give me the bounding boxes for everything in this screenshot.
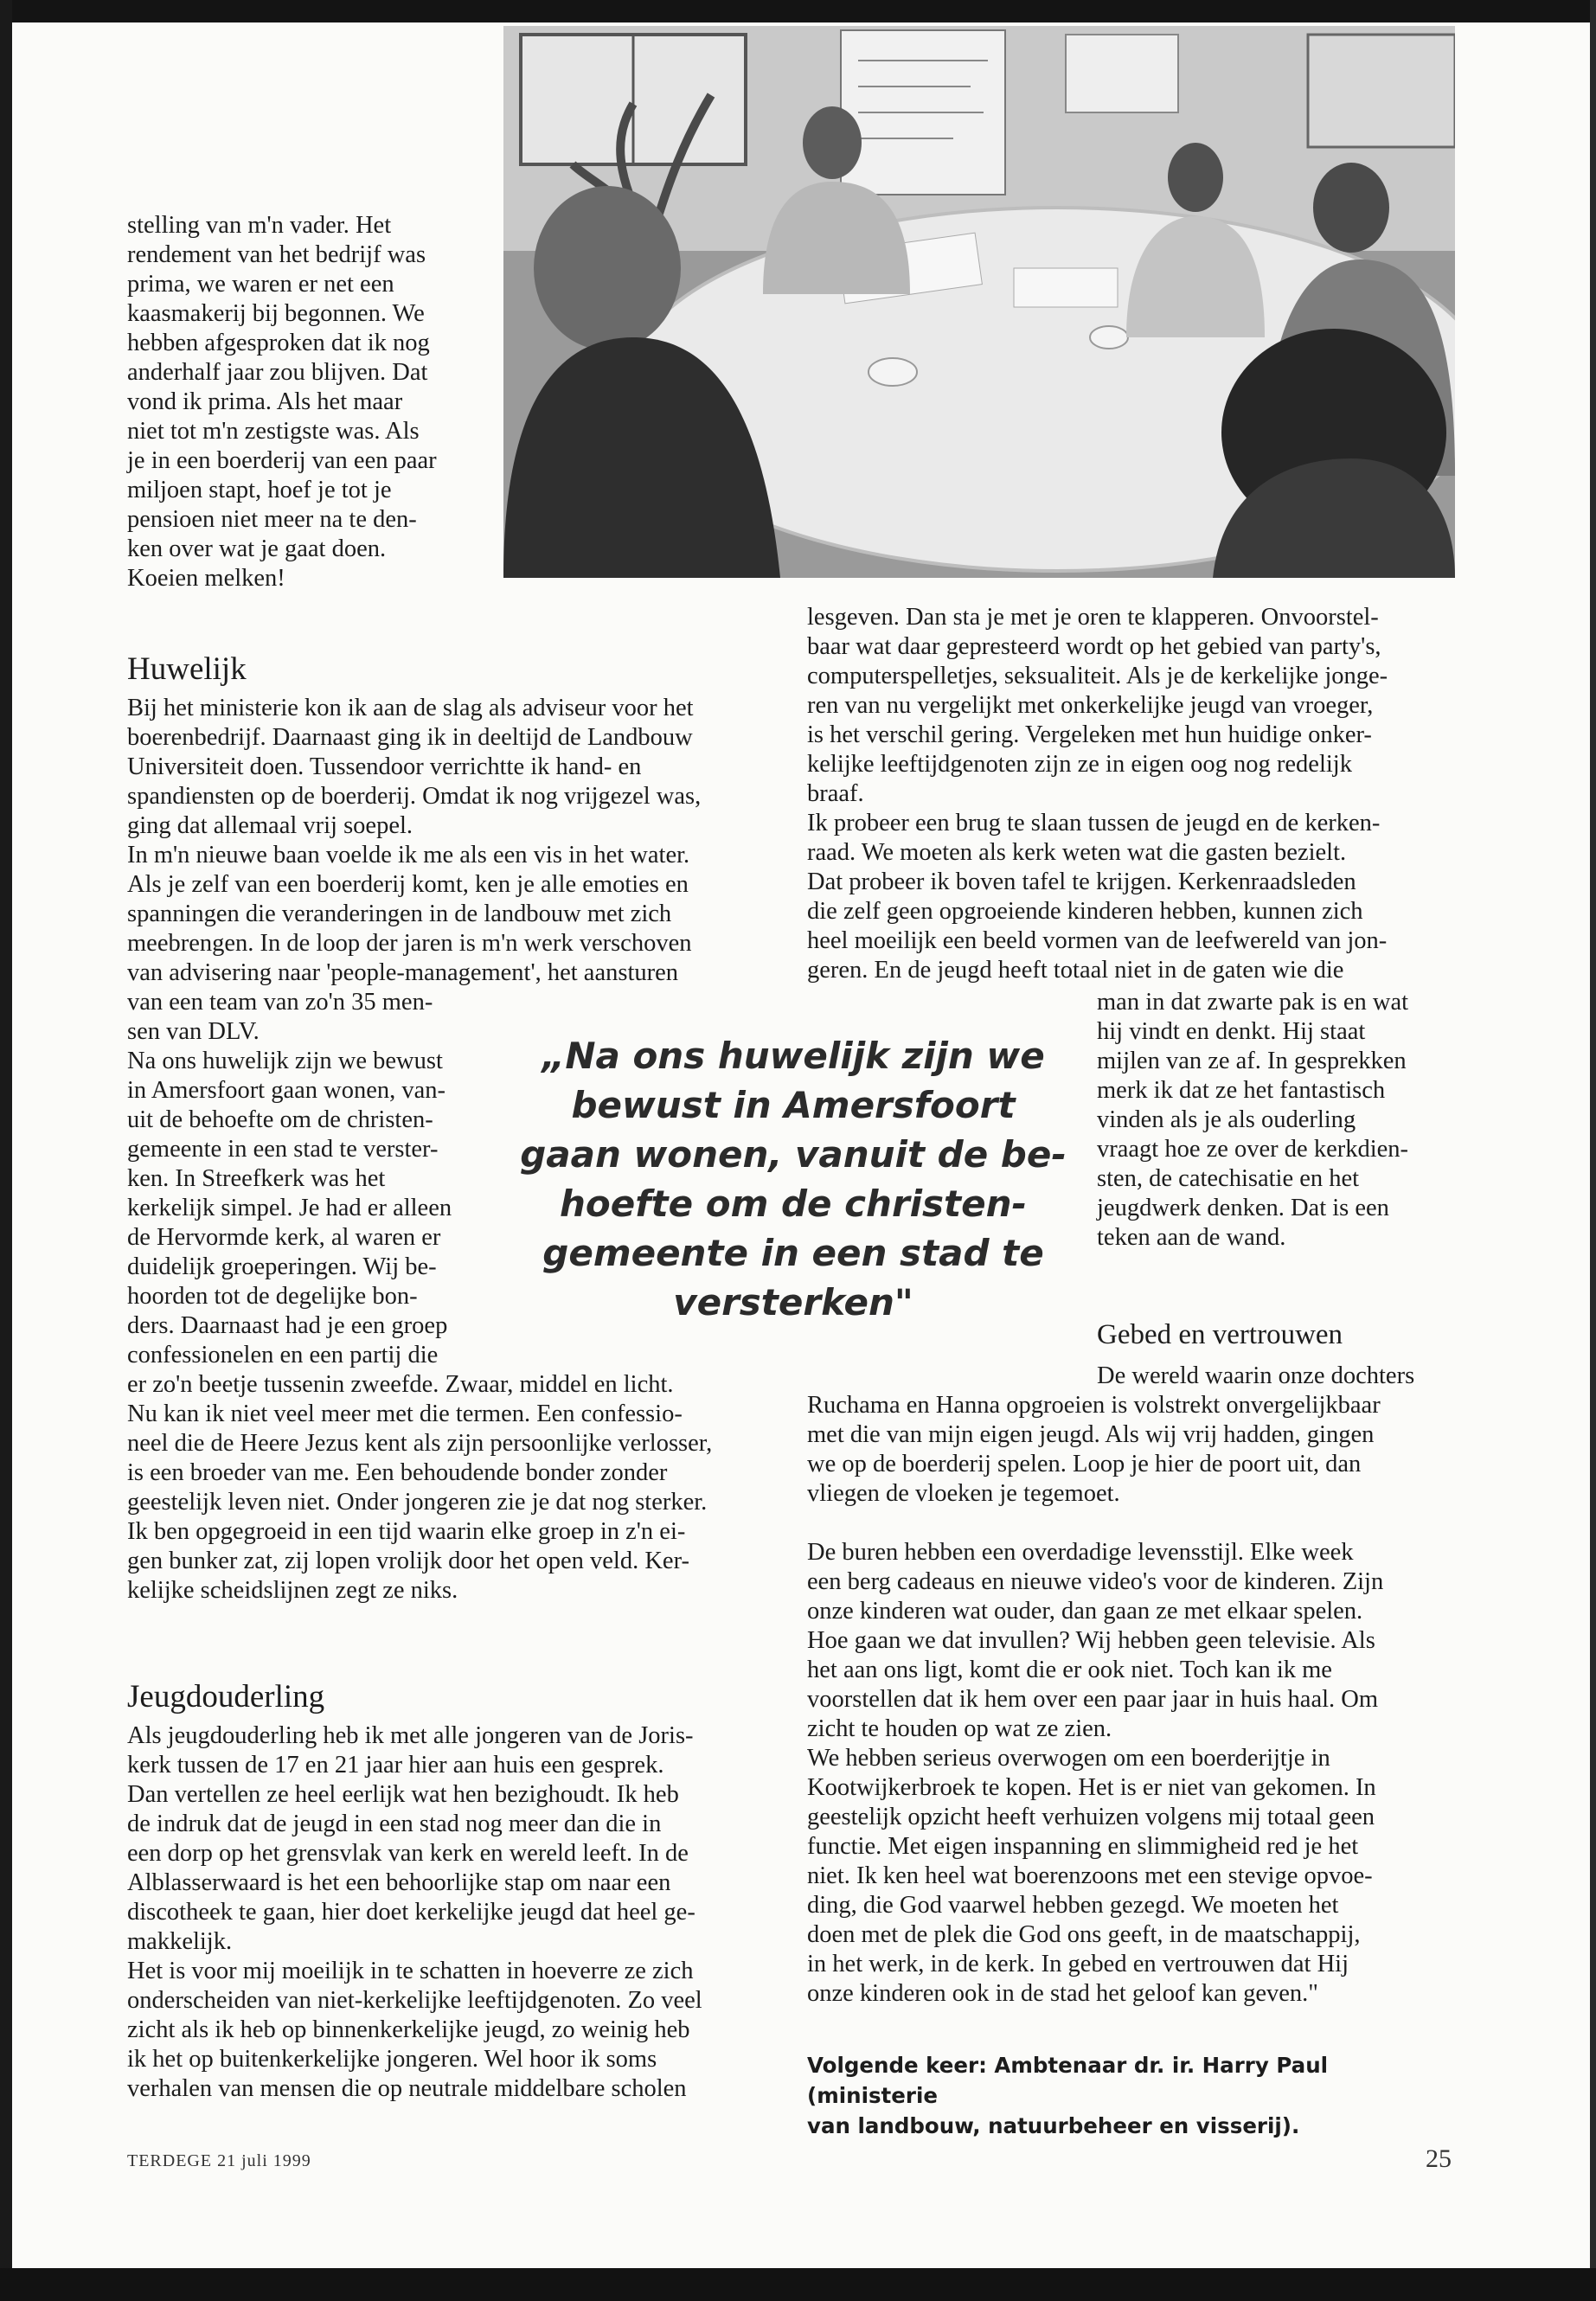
text-line: die zelf geen opgroeiende kinderen hebben, kunnen zich bbox=[807, 898, 1363, 925]
huwelijk-closing-paragraph bbox=[127, 1370, 802, 1606]
text-line: Bij het ministerie kon ik aan de slag als adviseur voor het bbox=[127, 695, 694, 721]
text-line: Nu kan ik niet veel meer met die termen. Een confessio- bbox=[127, 1400, 683, 1427]
text-line: geestelijk leven niet. Onder jongeren zie je dat nog sterker. bbox=[127, 1489, 708, 1516]
pull-quote-line: bewust in Amersfoort bbox=[571, 1084, 1016, 1126]
text-line: De buren hebben een overdadige levensstijl. Elke week bbox=[807, 1539, 1354, 1566]
page-number: 25 bbox=[1426, 2144, 1452, 2173]
pull-quote-line: hoefte om de christen- bbox=[560, 1183, 1027, 1225]
huwelijk-narrow-paragraph bbox=[127, 1017, 499, 1370]
text-line: Koeien melken! bbox=[127, 565, 285, 592]
text-line: merk ik dat ze het fantastisch bbox=[1097, 1077, 1386, 1104]
text-line: Ik probeer een brug te slaan tussen de jeugd en de kerken- bbox=[807, 810, 1381, 836]
text-line: uit de behoefte om de christen- bbox=[127, 1106, 433, 1133]
right-column-paragraph bbox=[807, 603, 1465, 985]
text-line: lesgeven. Dan sta je met je oren te klapperen. Onvoorstel- bbox=[807, 604, 1379, 631]
heading-gebed-en-vertrouwen: Gebed en vertrouwen bbox=[1097, 1319, 1343, 1350]
text-line: verhalen van mensen die op neutrale middelbare scholen bbox=[127, 2075, 687, 2102]
text-line: kerkelijk simpel. Je had er alleen bbox=[127, 1195, 452, 1221]
pull-quote bbox=[512, 1031, 1074, 1327]
text-line: baar wat daar gepresteerd wordt op het gebied van party's, bbox=[807, 633, 1381, 660]
text-line: Alblasserwaard is het een behoorlijke stap om naar een bbox=[127, 1869, 671, 1896]
text-line: jeugdwerk denken. Dat is een bbox=[1097, 1195, 1389, 1221]
gebed-paragraph-b bbox=[807, 1538, 1465, 2009]
text-line: ders. Daarnaast had je een groep bbox=[127, 1312, 448, 1339]
text-line: sten, de catechisatie en het bbox=[1097, 1165, 1360, 1192]
text-line: In m'n nieuwe baan voelde ik me als een vis in het water. bbox=[127, 842, 690, 868]
text-line: miljoen stapt, hoef je tot je bbox=[127, 477, 392, 503]
text-line: pensioen niet meer na te den- bbox=[127, 506, 417, 533]
text-line: functie. Met eigen inspanning en slimmigheid red je het bbox=[807, 1833, 1359, 1860]
text-line: teken aan de wand. bbox=[1097, 1224, 1286, 1251]
text-line: rendement van het bedrijf was bbox=[127, 241, 426, 268]
scan-border-left bbox=[0, 0, 12, 2301]
heading-huwelijk: Huwelijk bbox=[127, 651, 247, 687]
next-issue-note bbox=[807, 2050, 1430, 2141]
scan-border-bottom bbox=[0, 2268, 1596, 2301]
text-line: de Hervormde kerk, al waren er bbox=[127, 1224, 441, 1251]
pull-quote-line: versterken" bbox=[673, 1281, 913, 1324]
meeting-photo bbox=[503, 26, 1455, 578]
text-line: Als jeugdouderling heb ik met alle jongeren van de Joris- bbox=[127, 1722, 694, 1749]
text-line: je in een boerderij van een paar bbox=[127, 447, 437, 474]
heading-jeugdouderling: Jeugdouderling bbox=[127, 1679, 325, 1715]
text-line: de indruk dat de jeugd in een stad nog meer dan die in bbox=[127, 1811, 662, 1837]
text-line: gen bunker zat, zij lopen vrolijk door het open veld. Ker- bbox=[127, 1548, 689, 1574]
text-line: sen van DLV. bbox=[127, 1018, 260, 1045]
text-line: ik het op buitenkerkelijke jongeren. Wel hoor ik soms bbox=[127, 2046, 657, 2073]
text-line: kelijke scheidslijnen zegt ze niks. bbox=[127, 1577, 458, 1604]
text-line: geren. En de jeugd heeft totaal niet in de gaten wie die bbox=[807, 957, 1344, 984]
huwelijk-paragraph bbox=[127, 694, 785, 1017]
text-line: niet tot m'n zestigste was. Als bbox=[127, 418, 420, 445]
text-line: vraagt hoe ze over de kerkdien- bbox=[1097, 1136, 1409, 1163]
pull-quote-line: „Na ons huwelijk zijn we bbox=[542, 1035, 1045, 1077]
text-line: onze kinderen ook in de stad het geloof kan geven." bbox=[807, 1980, 1318, 2007]
text-line: confessionelen en een partij die bbox=[127, 1342, 439, 1368]
gebed-first-line: De wereld waarin onze dochters bbox=[1097, 1362, 1415, 1389]
text-line: duidelijk groeperingen. Wij be- bbox=[127, 1253, 437, 1280]
text-line: een berg cadeaus en nieuwe video's voor de kinderen. Zijn bbox=[807, 1568, 1384, 1595]
text-line: onderscheiden van niet-kerkelijke leeftijdgenoten. Zo veel bbox=[127, 1987, 702, 2014]
text-line: Kootwijkerbroek te kopen. Het is er niet van gekomen. In bbox=[807, 1774, 1376, 1801]
text-line: geestelijk opzicht heeft verhuizen volgens mij totaal geen bbox=[807, 1804, 1375, 1830]
right-column-narrow-paragraph bbox=[1097, 988, 1460, 1253]
text-line: ren van nu vergelijkt met onkerkelijke jeugd van vroeger, bbox=[807, 692, 1374, 719]
text-line: heel moeilijk een beeld vormen van de leefwereld van jon- bbox=[807, 927, 1388, 954]
pull-quote-line: gemeente in een stad te bbox=[542, 1232, 1044, 1274]
text-line: Het is voor mij moeilijk in te schatten in hoeverre ze zich bbox=[127, 1958, 694, 1984]
text-line: makkelijk. bbox=[127, 1928, 233, 1955]
text-line: ging dat allemaal vrij soepel. bbox=[127, 812, 413, 839]
scan-border-right bbox=[1590, 0, 1596, 2301]
text-line: Dat probeer ik boven tafel te krijgen. Kerkenraadsleden bbox=[807, 868, 1356, 895]
scan-border-top bbox=[0, 0, 1596, 22]
text-line: anderhalf jaar zou blijven. Dat bbox=[127, 359, 428, 386]
text-line: met die van mijn eigen jeugd. Als wij vrij hadden, gingen bbox=[807, 1421, 1375, 1448]
text-line: kerk tussen de 17 en 21 jaar hier aan huis een gesprek. bbox=[127, 1752, 664, 1779]
text-line: hij vindt en denkt. Hij staat bbox=[1097, 1018, 1366, 1045]
text-line: onze kinderen wat ouder, dan gaan ze met elkaar spelen. bbox=[807, 1598, 1363, 1625]
text-line: discotheek te gaan, hier doet kerkelijke jeugd dat heel ge- bbox=[127, 1899, 695, 1926]
text-line: Ik ben opgegroeid in een tijd waarin elke groep in z'n ei- bbox=[127, 1518, 686, 1545]
text-line: gemeente in een stad te verster- bbox=[127, 1136, 439, 1163]
text-line: We hebben serieus overwogen om een boerderijtje in bbox=[807, 1745, 1330, 1772]
text-line: Universiteit doen. Tussendoor verrichtte ik hand- en bbox=[127, 753, 642, 780]
text-line: spanningen die veranderingen in de landbouw met zich bbox=[127, 901, 672, 927]
gebed-paragraph-a bbox=[807, 1391, 1465, 1509]
text-line: van advisering naar 'people-management', het aansturen bbox=[127, 959, 679, 986]
text-line: Volgende keer: Ambtenaar dr. ir. Harry Paul (ministerie bbox=[807, 2053, 1329, 2108]
text-line: in Amersfoort gaan wonen, van- bbox=[127, 1077, 446, 1104]
text-line: het aan ons ligt, komt die er ook niet. Toch kan ik me bbox=[807, 1657, 1332, 1683]
text-line: spandiensten op de boerderij. Omdat ik nog vrijgezel was, bbox=[127, 783, 702, 810]
text-line: van een team van zo'n 35 men- bbox=[127, 989, 433, 1016]
pull-quote-line: gaan wonen, vanuit de be- bbox=[520, 1133, 1067, 1176]
text-line: we op de boerderij spelen. Loop je hier de poort uit, dan bbox=[807, 1451, 1362, 1477]
text-line: Hoe gaan we dat invullen? Wij hebben geen televisie. Als bbox=[807, 1627, 1375, 1654]
text-line: Na ons huwelijk zijn we bewust bbox=[127, 1048, 443, 1074]
footer-magazine: TERDEGE 21 juli 1999 bbox=[127, 2151, 311, 2170]
text-line: vinden als je als ouderling bbox=[1097, 1106, 1356, 1133]
text-line: Als je zelf van een boerderij komt, ken je alle emoties en bbox=[127, 871, 689, 898]
text-line: kaasmakerij bij begonnen. We bbox=[127, 300, 425, 327]
text-line: er zo'n beetje tussenin zweefde. Zwaar, middel en licht. bbox=[127, 1371, 674, 1398]
text-line: hoorden tot de degelijke bon- bbox=[127, 1283, 418, 1310]
text-line: niet. Ik ken heel wat boerenzoons met een stevige opvoe- bbox=[807, 1862, 1373, 1889]
text-line: voorstellen dat ik hem over een paar jaar in huis haal. Om bbox=[807, 1686, 1379, 1713]
text-line: braaf. bbox=[807, 780, 864, 807]
text-line: computerspelletjes, seksualiteit. Als je de kerkelijke jonge- bbox=[807, 663, 1388, 689]
text-line: neel die de Heere Jezus kent als zijn persoonlijke verlosser, bbox=[127, 1430, 713, 1457]
intro-paragraph bbox=[127, 211, 490, 593]
text-line: Dan vertellen ze heel eerlijk wat hen bezighoudt. Ik heb bbox=[127, 1781, 679, 1808]
text-line: man in dat zwarte pak is en wat bbox=[1097, 989, 1409, 1016]
text-line: stelling van m'n vader. Het bbox=[127, 212, 392, 239]
text-line: is het verschil gering. Vergeleken met hun huidige onker- bbox=[807, 721, 1372, 748]
text-line: Ruchama en Hanna opgroeien is volstrekt onvergelijkbaar bbox=[807, 1392, 1381, 1419]
text-line: zicht als ik heb op binnenkerkelijke jeugd, zo weinig heb bbox=[127, 2016, 690, 2043]
text-line: prima, we waren er net een bbox=[127, 271, 394, 298]
text-line: is een broeder van me. Een behoudende bonder zonder bbox=[127, 1459, 668, 1486]
text-line: ken over wat je gaat doen. bbox=[127, 535, 387, 562]
text-line: hebben afgesproken dat ik nog bbox=[127, 330, 430, 356]
text-line: boerenbedrijf. Daarnaast ging ik in deeltijd de Landbouw bbox=[127, 724, 693, 751]
text-line: vond ik prima. Als het maar bbox=[127, 388, 403, 415]
text-line: van landbouw, natuurbeheer en visserij). bbox=[807, 2113, 1300, 2138]
text-line: een dorp op het grensvlak van kerk en wereld leeft. In de bbox=[127, 1840, 689, 1867]
text-line: mijlen van ze af. In gesprekken bbox=[1097, 1048, 1407, 1074]
text-line: zicht te houden op wat ze zien. bbox=[807, 1715, 1112, 1742]
text-line: raad. We moeten als kerk weten wat die gasten bezielt. bbox=[807, 839, 1347, 866]
text-line: vliegen de vloeken je tegemoet. bbox=[807, 1480, 1120, 1507]
text-line: ding, die God vaarwel hebben gezegd. We moeten het bbox=[807, 1892, 1339, 1919]
text-line: kelijke leeftijdgenoten zijn ze in eigen oog nog redelijk bbox=[807, 751, 1352, 778]
text-line: meebrengen. In de loop der jaren is m'n werk verschoven bbox=[127, 930, 692, 957]
text-line: doen met de plek die God ons geeft, in de maatschappij, bbox=[807, 1921, 1361, 1948]
text-line: ken. In Streefkerk was het bbox=[127, 1165, 386, 1192]
jeugdouderling-paragraph bbox=[127, 1721, 785, 2104]
text-line: in het werk, in de kerk. In gebed en vertrouwen dat Hij bbox=[807, 1951, 1349, 1977]
